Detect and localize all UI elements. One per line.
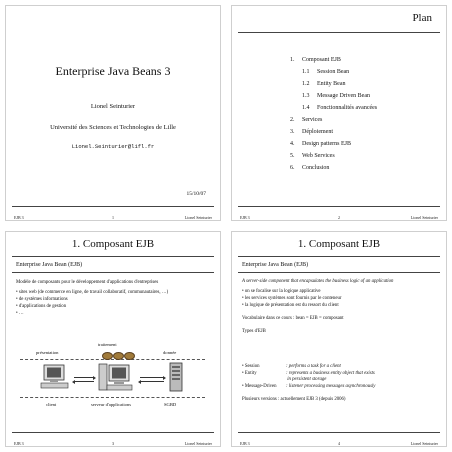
bean-icon — [124, 352, 135, 360]
plan-item-number: 1.1 — [302, 69, 310, 75]
database-server-icon — [168, 362, 184, 392]
title-rule — [12, 256, 214, 257]
footer-rule — [12, 432, 214, 433]
bullet-item: • d'applications de gestion — [16, 304, 67, 309]
plan-item — [290, 150, 377, 162]
plan-item-number: 2. — [290, 117, 295, 123]
slide-1 — [5, 5, 221, 221]
type-row — [242, 384, 375, 391]
footer-left: EJB 3 — [14, 215, 24, 220]
label-serveur: serveur d'applications — [91, 402, 131, 407]
type-desc: : performs a task for a client — [286, 364, 341, 369]
plan-item — [290, 162, 377, 174]
slide-body — [242, 278, 393, 335]
bullet-item: • sites web (de commerce en ligne, de travail collaboratif, communautaires, …) — [16, 290, 169, 295]
slide-date: 15/10/07 — [186, 191, 206, 197]
footer-right: Lionel Seinturier — [410, 441, 438, 446]
label-sgbd: SGBD — [164, 402, 177, 407]
tier-separator-top — [20, 359, 205, 360]
title-rule — [238, 256, 440, 257]
bean-icon — [102, 352, 113, 360]
label-client: client — [46, 402, 57, 407]
author-name: Lionel Seinturier — [90, 103, 136, 110]
plan-item — [290, 114, 377, 126]
footer-right: Lionel Seinturier — [410, 215, 438, 220]
slide-4 — [231, 231, 447, 447]
label-donnee: donnée — [163, 350, 177, 355]
client-computer-icon — [40, 364, 70, 390]
plan-item-number: 1.4 — [302, 105, 310, 111]
subtitle-rule — [238, 272, 440, 273]
footer-page-number: 2 — [338, 215, 340, 220]
bullet-item: • on se focalise sur la logique applicative — [242, 289, 321, 294]
slide-title: Enterprise Java Beans 3 — [55, 64, 171, 78]
type-name: • Message-Driven — [242, 383, 277, 389]
footer-left: EJB 3 — [240, 441, 250, 446]
label-presentation: présentation — [36, 350, 59, 355]
plan-item-number: 1.2 — [302, 81, 310, 87]
application-server-icon — [98, 362, 136, 392]
plan-item-number: 3. — [290, 129, 295, 135]
plan-item-label: Conclusion — [302, 165, 330, 171]
slide-title: 1. Composant EJB — [71, 238, 155, 250]
author-email: Lionel.Seinturier@lifl.fr — [71, 143, 155, 150]
plan-item — [290, 66, 377, 78]
subtitle-rule — [12, 272, 214, 273]
slide-3 — [5, 231, 221, 447]
ejb-types-table — [242, 364, 375, 390]
type-desc: : listener processing messages asynchronously — [286, 383, 376, 389]
footer-right: Lionel Seinturier — [184, 215, 212, 220]
arrow-left-icon — [74, 381, 94, 382]
type-desc: : represents a business entity object that exists — [286, 370, 375, 376]
footer-page-number: 1 — [112, 215, 114, 220]
vocabulary-text: Vocabulaire dans ce cours : bean = EJB = composant — [242, 316, 344, 321]
plan-item — [290, 78, 377, 90]
plan-item-label: Composant EJB — [302, 57, 341, 63]
slide-title: Plan — [412, 12, 432, 24]
plan-item-number: 6. — [290, 165, 295, 171]
slide-subtitle: Enterprise Java Bean (EJB) — [16, 262, 83, 268]
plan-item-number: 1.3 — [302, 93, 310, 99]
plan-item-number: 4. — [290, 141, 295, 147]
plan-item-number: 1. — [290, 57, 295, 63]
type-name: • Session — [242, 364, 260, 369]
plan-item — [290, 126, 377, 138]
type-name: • Entity — [242, 370, 257, 376]
plan-item-number: 5. — [290, 153, 295, 159]
slide-title: 1. Composant EJB — [297, 238, 381, 250]
bullet-item: • … — [16, 311, 24, 316]
definition-text: A server-side component that encapsulates the business logic of an application — [242, 279, 394, 284]
bullet-item: • les services systèmes sont fournis par le conteneur — [242, 296, 342, 301]
university-name: Université des Sciences et Technologies de Lille — [50, 124, 176, 131]
footer-page-number: 4 — [338, 441, 340, 446]
plan-list — [290, 54, 377, 174]
plan-item-label: Services — [302, 117, 323, 123]
slide-2 — [231, 5, 447, 221]
plan-item — [290, 90, 377, 102]
label-traitement: traitement — [98, 342, 117, 347]
plan-item-label: Session Bean — [317, 69, 350, 75]
types-heading: Types d'EJB — [242, 329, 266, 334]
footer-rule — [238, 206, 440, 207]
footer-rule — [12, 206, 214, 207]
plan-item — [290, 54, 377, 66]
bullet-item: • de systèmes informations — [16, 297, 68, 302]
footer-right: Lionel Seinturier — [184, 441, 212, 446]
plan-item-label: Web Services — [302, 153, 335, 159]
footer-left: EJB 3 — [14, 441, 24, 446]
arrow-right-icon — [74, 377, 94, 378]
slide-subtitle: Enterprise Java Bean (EJB) — [242, 262, 309, 268]
bean-icon — [113, 352, 124, 360]
plan-item — [290, 102, 377, 114]
tier-separator-bottom — [20, 397, 205, 398]
plan-item-label: Fonctionnalités avancées — [317, 105, 378, 111]
plan-item-label: Message Driven Bean — [317, 93, 370, 99]
plan-item — [290, 138, 377, 150]
footer-page-number: 3 — [112, 441, 114, 446]
footer-rule — [238, 432, 440, 433]
title-rule — [238, 32, 440, 33]
arrow-left-icon — [140, 381, 164, 382]
versions-text: Plusieurs versions : actuellement EJB 3 (depuis 2006) — [242, 397, 346, 402]
footer-left: EJB 3 — [240, 215, 250, 220]
plan-item-label: Entity Bean — [317, 81, 346, 87]
slide-body — [16, 279, 168, 317]
intro-text: Modèle de composants pour le développement d'applications d'entreprises — [16, 280, 159, 285]
bullet-item: • la logique de présentation est du ressort du client — [242, 303, 339, 308]
arrow-right-icon — [140, 377, 164, 378]
plan-item-label: Déploiement — [302, 129, 333, 135]
type-desc: in persistent storage — [286, 377, 327, 382]
plan-item-label: Design patterns EJB — [302, 141, 351, 147]
